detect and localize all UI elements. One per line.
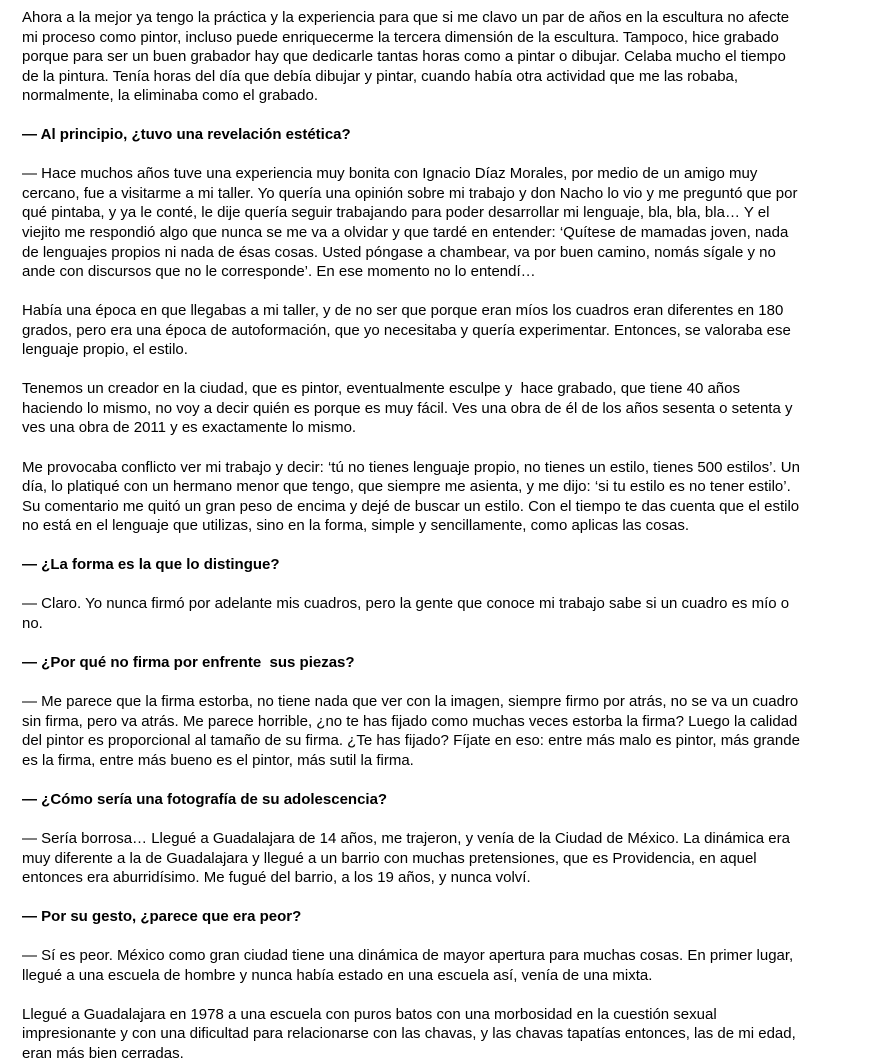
paragraph [22, 829, 889, 888]
text-line: sin firma, pero va atrás. Me parece horrible, ¿no te has fijado como muchas veces estorba la firma? Luego la calidad [22, 712, 798, 730]
interview-question [22, 125, 889, 145]
text-line: del pintor es proporcional al tamaño de su firma. ¿Te has fijado? Fíjate en eso: entre más malo es pintor, más grande [22, 732, 800, 750]
paragraph [22, 8, 889, 106]
text-line: ves una obra de 2011 y es exactamente lo mismo. [22, 419, 357, 437]
paragraph [22, 946, 889, 985]
text-line: normalmente, la eliminaba como el grabado. [22, 87, 318, 105]
text-line: llegué a una escuela de hombre y nunca había estado en una escuela así, venía de una mixta. [22, 966, 653, 984]
paragraph [22, 594, 889, 633]
question-text: — ¿Cómo sería una fotografía de su adolescencia? [22, 790, 388, 808]
text-line: de lenguajes propios ni nada de ésas cosas. Usted póngase a chambear, va por buen camino, nomás sígale y no [22, 243, 776, 261]
text-line: haciendo lo mismo, no voy a decir quién es porque es muy fácil. Ves una obra de él de los años sesenta o setenta y [22, 399, 793, 417]
interview-question [22, 555, 889, 575]
text-line: — Hace muchos años tuve una experiencia muy bonita con Ignacio Díaz Morales, por medio de un amigo muy [22, 165, 758, 183]
text-line: eran más bien cerradas. [22, 1044, 184, 1062]
text-line: — Me parece que la firma estorba, no tiene nada que ver con la imagen, siempre firmo por atrás, no se va un cuadro [22, 693, 799, 711]
text-line: no. [22, 614, 43, 632]
interview-question [22, 907, 889, 927]
text-line: día, lo platiqué con un hermano menor que tengo, que siempre me asienta, y me dijo: ‘si tu estilo es no tener estilo’. [22, 478, 791, 496]
text-line: muy diferente a la de Guadalajara y llegué a un barrio con muchas pretensiones, que es Providencia, en aquel [22, 849, 757, 867]
question-text: — ¿Por qué no firma por enfrente sus piezas? [22, 654, 355, 672]
paragraph [22, 164, 889, 281]
question-text: — Por su gesto, ¿parece que era peor? [22, 908, 302, 926]
paragraph [22, 692, 889, 770]
text-line: viejito me respondió algo que nunca se me va a olvidar y que tardé en entender: ‘Quítese de mamadas joven, nada [22, 224, 789, 242]
text-line: qué pintaba, y ya le conté, le dije quería seguir trabajando para poder desarrollar mi lenguaje, bla, bla, bla… Y el [22, 204, 770, 222]
text-line: grados, pero era una época de autoformación, que yo necesitaba y quería experimentar. Entonces, se valoraba ese [22, 321, 791, 339]
interview-question [22, 790, 889, 810]
paragraph [22, 1005, 889, 1064]
paragraph [22, 379, 889, 438]
text-line: — Claro. Yo nunca firmó por adelante mis cuadros, pero la gente que conoce mi trabajo sabe si un cuadro es mío o [22, 595, 790, 613]
text-line: de la pintura. Tenía horas del día que debía dibujar y pintar, cuando había otra actividad que me las robaba, [22, 67, 739, 85]
paragraph [22, 301, 889, 360]
paragraph [22, 458, 889, 536]
text-line: Tenemos un creador en la ciudad, que es pintor, eventualmente esculpe y hace grabado, que tiene 40 años [22, 380, 740, 398]
interview-question [22, 653, 889, 673]
text-line: no está en el lenguaje que utilizas, sino en la forma, simple y sencillamente, como aplicas las cosas. [22, 517, 690, 535]
text-line: Había una época en que llegabas a mi taller, y de no ser que porque eran míos los cuadros eran diferentes en 180 [22, 302, 784, 320]
text-line: mi proceso como pintor, incluso puede enriquecerme la tercera dimensión de la escultura. Tampoco, hice grabado [22, 28, 779, 46]
text-line: impresionante y con una dificultad para relacionarse con las chavas, y las chavas tapatías entonces, las de mi edad, [22, 1025, 796, 1043]
text-line: ande con discursos que no le corresponde’. En ese momento no lo entendí… [22, 263, 536, 281]
text-line: Llegué a Guadalajara en 1978 a una escuela con puros batos con una morbosidad en la cuestión sexual [22, 1005, 717, 1023]
text-line: cercano, fue a visitarme a mi taller. Yo quería una opinión sobre mi trabajo y don Nacho lo vio y me preguntó que por [22, 184, 798, 202]
text-line: porque para ser un buen grabador hay que dedicarle tantas horas como a pintar o dibujar. Celaba mucho el tiempo [22, 48, 786, 66]
text-line: Ahora a la mejor ya tengo la práctica y la experiencia para que si me clavo un par de años en la escultura no afecte [22, 9, 790, 26]
text-line: — Sí es peor. México como gran ciudad tiene una dinámica de mayor apertura para muchas cosas. En primer lugar, [22, 947, 794, 965]
text-line: es la firma, entre más bueno es el pintor, más sutil la firma. [22, 751, 414, 769]
question-text: — Al principio, ¿tuvo una revelación estética? [22, 126, 351, 144]
text-line: lenguaje propio, el estilo. [22, 341, 188, 359]
text-line: entonces era aburridísimo. Me fugué del barrio, a los 19 años, y nunca volví. [22, 869, 531, 887]
text-line: Me provocaba conflicto ver mi trabajo y decir: ‘tú no tienes lenguaje propio, no tienes un estilo, tienes 500 estilos’. Un [22, 458, 800, 476]
text-line: Su comentario me quitó un gran peso de encima y dejé de buscar un estilo. Con el tiempo te das cuenta que el estilo [22, 497, 800, 515]
question-text: — ¿La forma es la que lo distingue? [22, 556, 280, 574]
text-line: — Sería borrosa… Llegué a Guadalajara de 14 años, me trajeron, y venía de la Ciudad de México. La dinámica era [22, 829, 790, 847]
